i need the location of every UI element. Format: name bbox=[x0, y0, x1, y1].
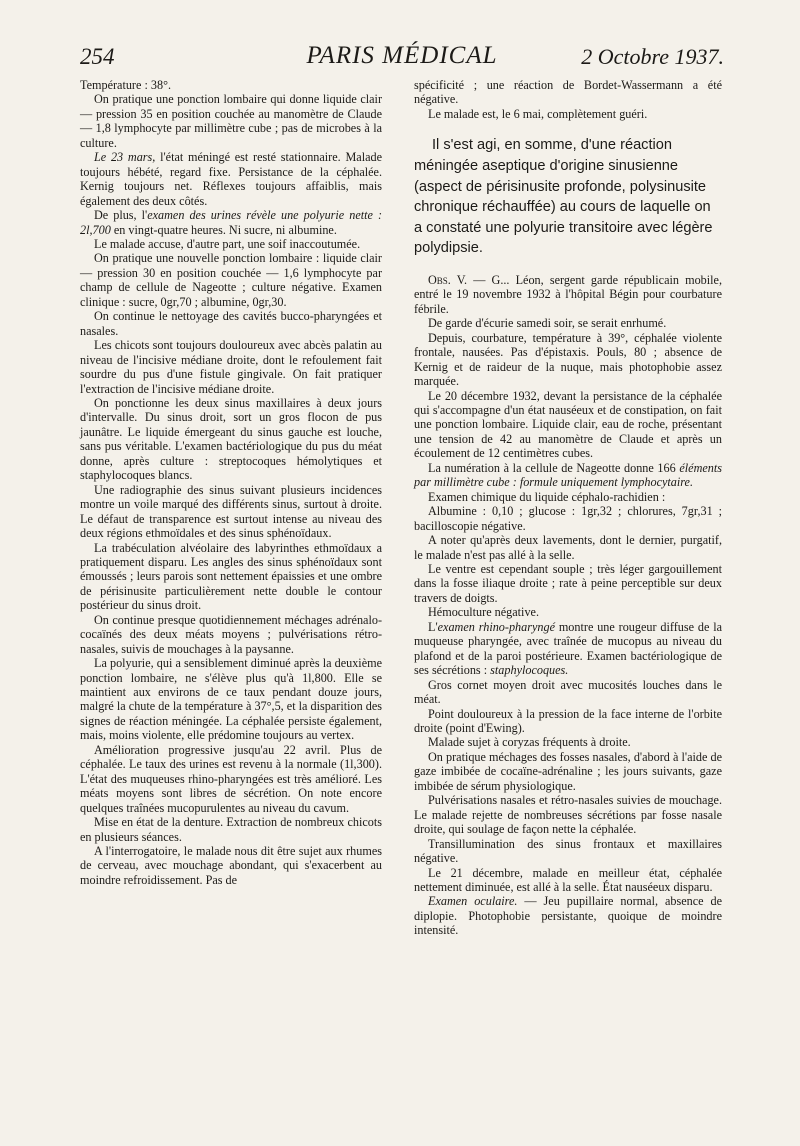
paragraph: Amélioration progressive jusqu'au 22 avril. Plus de céphalée. Le taux des urines est revenu à la normale (1l,300). L'état des muqueuses rhino-pharyngées est très amélioré. Les méats moyens sont libres de sécrétion. On note encore quelques traînées mucopurulentes au niveau du cavum. bbox=[80, 742, 382, 815]
paragraph: spécificité ; une réaction de Bordet-Wassermann a été négative. bbox=[414, 78, 722, 107]
paragraph: Le malade est, le 6 mai, complètement guéri. bbox=[428, 106, 648, 121]
journal-title: PARIS MÉDICAL bbox=[306, 42, 498, 69]
paragraph: L'examen rhino-pharyngé montre une rougeur diffuse de la muqueuse pharyngée, avec traînée de mucopus au niveau du plafond et de la paroi postérieure. Examen bactériologique de ses sécrétions : staphylocoques. bbox=[414, 619, 722, 678]
paragraph: Le 20 décembre 1932, devant la persistance de la céphalée qui s'accompagne d'un état nauséeux et de constipation, on fait une ponction lombaire. Liquide clair, eau de roche, présentant une tension de 42 au manomètre de Claude et après un écoulement de 12 centimètres cubes. bbox=[414, 388, 722, 461]
paragraph: La numération à la cellule de Nageotte donne 166 éléments par millimètre cube : formule uniquement lymphocytaire. bbox=[414, 460, 722, 490]
paragraph: On continue le nettoyage des cavités bucco-pharyngées et nasales. bbox=[80, 309, 382, 338]
paragraph: Malade sujet à coryzas fréquents à droite. bbox=[428, 735, 631, 750]
paragraph: On pratique une ponction lombaire qui donne liquide clair — pression 35 en position couchée au manomètre de Claude — 1,8 lymphocyte par millimètre cube ; pas de microbes à la culture. bbox=[80, 92, 382, 150]
paragraph: Gros cornet moyen droit avec mucosités louches dans le méat. bbox=[414, 677, 722, 707]
paragraph: On continue presque quotidiennement méchages adrénalo-cocaïnés des deux méats moyens ; pulvérisations rétro-nasales, suivis de mouchages à la paysanne. bbox=[80, 612, 382, 656]
paragraph: Mise en état de la denture. Extraction de nombreux chicots en plusieurs séances. bbox=[80, 815, 382, 844]
paragraph: Depuis, courbature, température à 39°, céphalée violente frontale, nausées. Pas d'épistaxis. Pouls, 80 ; absence de Kernig et de raideur de la nuque, mais photophobie assez marquée. bbox=[414, 330, 722, 389]
paragraph: Le ventre est cependant souple ; très léger gargouillement dans la fosse iliaque droite ; rate à peine perceptible sur deux travers de doigts. bbox=[414, 561, 722, 605]
paragraph: Les chicots sont toujours douloureux avec abcès palatin au niveau de l'incisive médiane droite, dont le refoulement fait sourdre du pus d'une fistule gingivale. On fait pratiquer l'extraction de l'incisive médiane droite. bbox=[80, 338, 382, 396]
paragraph: A l'interrogatoire, le malade nous dit être sujet aux rhumes de cerveau, avec mouchage abondant, qui s'exacerbent au moindre refroidissement. Pas de bbox=[80, 844, 382, 887]
observation-heading-paragraph: Obs. V. — G... Léon, sergent garde républicain mobile, entré le 19 novembre 1932 à l'hôpital Bégin pour courbature fébrile. bbox=[414, 272, 722, 316]
paragraph: La polyurie, qui a sensiblement diminué après la deuxième ponction lombaire, ne s'élève plus qu'à 1l,800. Elle se maintient aux environs de ce taux pendant douze jours, malgré la chute de la température à 37°,5, et la disparition des signes de réaction méningée. La céphalée persiste également, mais, moins violente, elle prédomine toujours au vertex. bbox=[80, 656, 382, 743]
paragraph: A noter qu'après deux lavements, dont le dernier, purgatif, le malade n'est pas allé à la selle. bbox=[414, 533, 722, 562]
paragraph: Le 23 mars, l'état méningé est resté stationnaire. Malade toujours hébété, regard fixe. Persistance de la céphalée. Kernig toujours net. Réflexes toujours affaiblis, mais également des deux côtés. bbox=[80, 150, 382, 208]
paragraph: On pratique méchages des fosses nasales, d'abord à l'aide de gaze imbibée de cocaïne-adrénaline ; les jours suivants, gaze imbibée de sérum physiologique. bbox=[414, 749, 722, 793]
paragraph: Hémoculture négative. bbox=[428, 605, 539, 620]
paragraph: Point douloureux à la pression de la face interne de l'orbite droite (point d'Ewing). bbox=[414, 706, 722, 735]
right-column bbox=[414, 78, 722, 938]
paragraph: On ponctionne les deux sinus maxillaires à deux jours d'intervalle. Du sinus droit, sort un gros flocon de pus jaunâtre. Le liquide émergeant du sinus gauche est louche, sans pus véritable. L'examen bactériologique du pus du méat donne, après culture : streptocoques hémolytiques et staphylocoques blancs. bbox=[80, 395, 382, 483]
paragraph: Examen chimique du liquide céphalo-rachidien : bbox=[428, 489, 666, 504]
issue-date: 2 Octobre 1937. bbox=[581, 44, 724, 69]
paragraph: La trabéculation alvéolaire des labyrinthes ethmoïdaux a pratiquement disparu. Les angles des sinus sphénoïdaux sont émoussés ; leurs parois sont nettement épaissies et une ombre de périsinusite particulièrement nette double le contour postérieur du sinus droit. bbox=[80, 540, 382, 613]
paragraph: Transillumination des sinus frontaux et maxillaires négative. bbox=[414, 836, 722, 866]
summary-paragraph: Il s'est agi, en somme, d'une réaction méningée aseptique d'origine sinusienne (aspect de périsinusite profonde, polysinusite chronique réchauffée) au cours de laquelle on a constaté une polyurie transitoire avec légère polydipsie. bbox=[414, 137, 713, 257]
left-column bbox=[80, 78, 382, 887]
paragraph: Examen oculaire. — Jeu pupillaire normal, absence de diplopie. Photophobie persistante, quoique de moindre intensité. bbox=[414, 894, 722, 938]
paragraph: Albumine : 0,10 ; glucose : 1gr,32 ; chlorures, 7gr,31 ; bacilloscopie négative. bbox=[414, 504, 722, 533]
paragraph: Le malade accuse, d'autre part, une soif inaccoutumée. bbox=[94, 236, 361, 251]
page-header bbox=[80, 42, 724, 76]
paragraph: De plus, l'examen des urines révèle une polyurie nette : 2l,700 en vingt-quatre heures. Ni sucre, ni albumine. bbox=[80, 208, 383, 237]
page-number: 254 bbox=[80, 44, 115, 69]
paragraph: On pratique une nouvelle ponction lombaire : liquide clair — pression 30 en position couchée — 1,6 lymphocyte par champ de cellule de Nageotte ; culture négative. Examen clinique : sucre, 0gr,70 ; albumine, 0gr,30. bbox=[80, 251, 382, 309]
paragraph: Une radiographie des sinus suivant plusieurs incidences montre un voile marqué des différents sinus, surtout à droite. Le défaut de transparence est surtout intense au niveau des deux régions ethmoïdales et des sinus sphénoïdaux. bbox=[80, 482, 382, 541]
paragraph: Le 21 décembre, malade en meilleur état, céphalée nettement diminuée, est allé à la selle. État nauséeux disparu. bbox=[414, 865, 722, 894]
paragraph: De garde d'écurie samedi soir, se serait enrhumé. bbox=[428, 316, 667, 331]
paragraph: Température : 38°. bbox=[80, 78, 171, 92]
paragraph: Pulvérisations nasales et rétro-nasales suivies de mouchage. Le malade rejette de nombreuses sécrétions par fosse nasale droite, qui soulage de façon nette la céphalée. bbox=[414, 793, 722, 837]
